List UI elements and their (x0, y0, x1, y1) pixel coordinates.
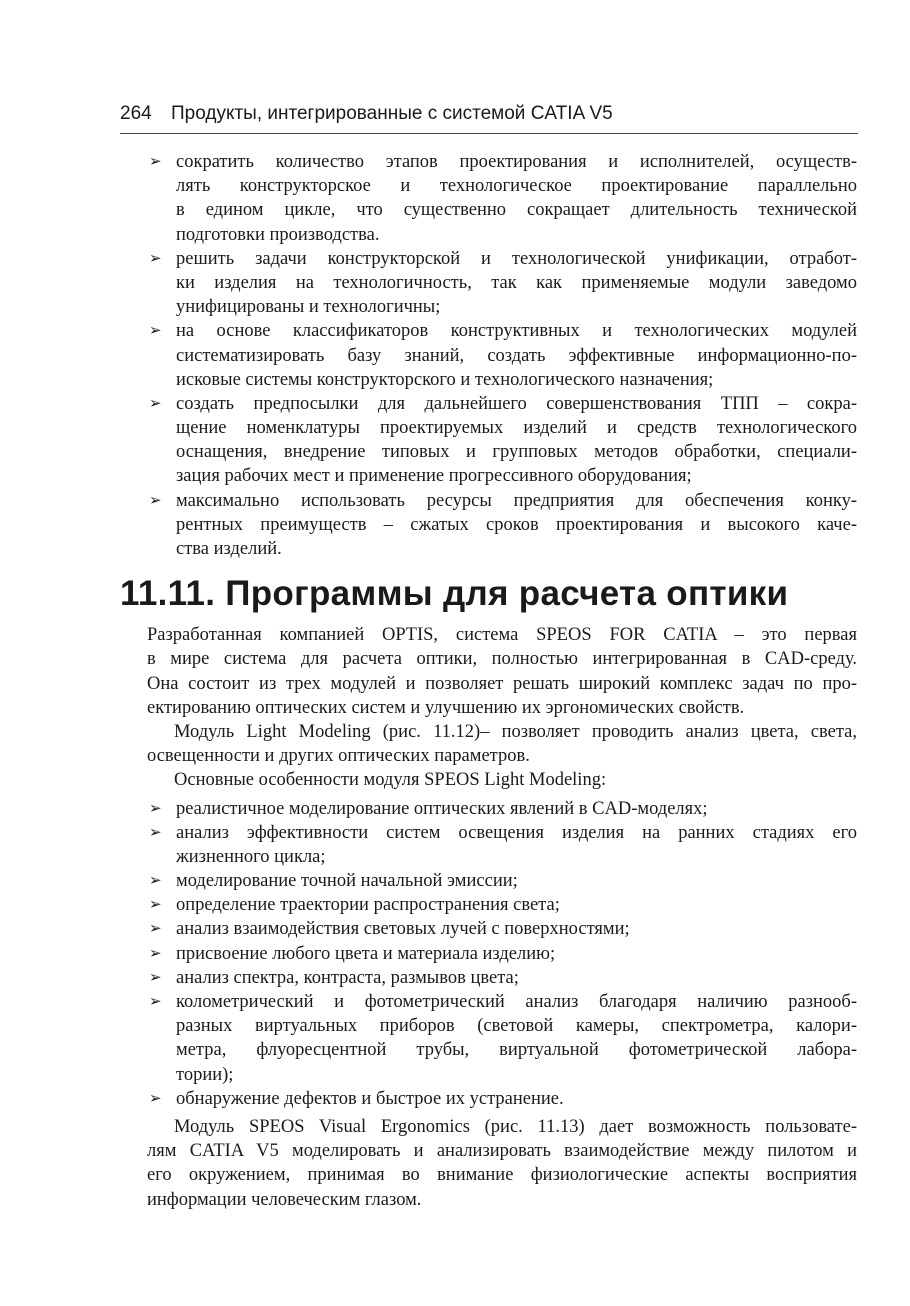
list-item (147, 917, 857, 941)
page-number: 264 (120, 103, 152, 124)
text-line: моделирование точной начальной эмиссии; (176, 871, 518, 892)
bullet-arrow-icon: ➢ (149, 323, 162, 340)
paragraph (147, 1115, 857, 1212)
paragraph (147, 720, 857, 768)
bullet-arrow-icon: ➢ (149, 824, 162, 841)
features-list (147, 797, 857, 1111)
text-line: Модуль SPEOS Visual Ergonomics (рис. 11.13) дает возможность пользовате- (174, 1116, 857, 1137)
text-line: создать предпосылки для дальнейшего совершенствования ТПП – сокра- (176, 393, 857, 414)
text-line: решить задачи конструкторской и технологической унификации, отработ- (176, 248, 857, 269)
text-line: разных виртуальных приборов (световой камеры, спектрометра, калори- (176, 1016, 857, 1037)
list-item (147, 150, 857, 247)
text-line: анализ эффективности систем освещения изделия на ранних стадиях его (176, 822, 857, 843)
bullet-arrow-icon: ➢ (149, 250, 162, 267)
text-line: унифицированы и технологичны; (176, 297, 441, 318)
bullet-arrow-icon: ➢ (149, 1090, 162, 1107)
text-line: подготовки производства. (176, 224, 380, 245)
text-line: Основные особенности модуля SPEOS Light Modeling: (174, 770, 607, 791)
text-line: максимально использовать ресурсы предприятия для обеспечения конку- (176, 490, 857, 511)
text-line: лям CATIA V5 моделировать и анализировать взаимодействие между пилотом и (147, 1141, 857, 1162)
text-line: зация рабочих мест и применение прогрессивного оборудования; (176, 466, 692, 487)
text-line: информации человеческим глазом. (147, 1189, 422, 1210)
list-item (147, 392, 857, 489)
text-line: рентных преимуществ – сжатых сроков проектирования и высокого каче- (176, 514, 857, 535)
running-header (120, 103, 858, 125)
text-line: ки изделия на технологичность, так как применяемые модули заведомо (176, 272, 857, 293)
list-item (147, 869, 857, 893)
list-item (147, 489, 857, 562)
text-line: на основе классификаторов конструктивных и технологических модулей (176, 321, 857, 342)
bullet-arrow-icon: ➢ (149, 921, 162, 938)
text-line: его окружением, принимая во внимание физиологические аспекты восприятия (147, 1165, 857, 1186)
section-heading: 11.11. Программы для расчета оптики (120, 574, 789, 614)
text-line: щение номенклатуры проектируемых изделий и средств технологического (176, 418, 857, 439)
text-line: лять конструкторское и технологическое проектирование параллельно (176, 176, 857, 197)
text-line: освещенности и других оптических параметров. (147, 746, 530, 767)
list-item (147, 797, 857, 821)
text-line: ства изделий. (176, 539, 282, 559)
text-line: оснащения, внедрение типовых и групповых методов обработки, специали- (176, 442, 857, 463)
text-line: реалистичное моделирование оптических явлений в CAD-моделях; (176, 798, 708, 819)
text-line: ектированию оптических систем и улучшению их эргономических свойств. (147, 697, 745, 718)
paragraph (147, 768, 857, 792)
text-line: в мире система для расчета оптики, полностью интегрированная в CAD-среду. (147, 649, 857, 670)
bullet-arrow-icon: ➢ (149, 994, 162, 1010)
list-item (147, 942, 857, 966)
bullet-arrow-icon: ➢ (149, 154, 162, 170)
text-line: Она состоит из трех модулей и позволяет решать широкий комплекс задач по про- (147, 673, 857, 694)
running-title: Продукты, интегрированные с системой CATIA V5 (170, 103, 613, 124)
list-item (147, 966, 857, 990)
text-line: анализ спектра, контраста, размывов цвета; (176, 967, 519, 988)
paragraph (147, 623, 857, 720)
list-item (147, 893, 857, 917)
goals-list (147, 150, 857, 561)
text-line: в едином цикле, что существенно сокращает длительность технической (176, 200, 857, 221)
bullet-arrow-icon: ➢ (149, 395, 162, 412)
text-line: тории); (176, 1064, 234, 1085)
bullet-arrow-icon: ➢ (149, 492, 162, 509)
list-item (147, 1087, 857, 1111)
text-line: сократить количество этапов проектирования и исполнителей, осуществ- (176, 152, 857, 172)
text-line: анализ взаимодействия световых лучей с поверхностями; (176, 919, 630, 940)
bullet-arrow-icon: ➢ (149, 945, 162, 962)
bullet-arrow-icon: ➢ (149, 800, 162, 817)
text-line: присвоение любого цвета и материала изделию; (176, 943, 556, 964)
header-rule (120, 133, 858, 134)
text-line: определение траектории распространения света; (176, 895, 560, 916)
text-line: систематизировать базу знаний, создать эффективные информационно-по- (176, 345, 857, 366)
text-line: Модуль Light Modeling (рис. 11.12)– позволяет проводить анализ цвета, света, (174, 721, 857, 742)
page-body (120, 150, 857, 1212)
text-line: Разработанная компанией OPTIS, система SPEOS FOR CATIA – это первая (147, 625, 857, 646)
text-line: исковые системы конструкторского и технологического назначения; (176, 369, 714, 390)
list-item (147, 247, 857, 320)
list-item (147, 821, 857, 869)
text-line: жизненного цикла; (176, 846, 326, 867)
list-item (147, 319, 857, 392)
bullet-arrow-icon: ➢ (149, 969, 162, 986)
text-line: обнаружение дефектов и быстрое их устранение. (176, 1088, 564, 1109)
text-line: метра, флуоресцентной трубы, виртуальной фотометрической лабора- (176, 1040, 857, 1061)
list-item (147, 990, 857, 1087)
bullet-arrow-icon: ➢ (149, 897, 162, 914)
bullet-arrow-icon: ➢ (149, 873, 162, 890)
text-line: колометрический и фотометрический анализ благодаря наличию разнооб- (176, 992, 857, 1012)
